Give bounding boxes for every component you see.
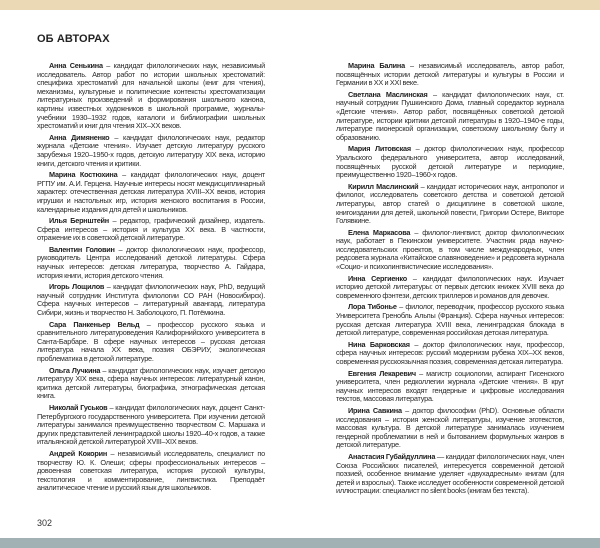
author-name: Ирина Савкина bbox=[348, 405, 402, 415]
author-entry bbox=[37, 321, 265, 364]
author-entry bbox=[37, 246, 265, 280]
author-entry bbox=[37, 450, 265, 493]
author-entry bbox=[37, 134, 265, 168]
author-name: Анна Димяненко bbox=[49, 132, 110, 142]
bottom-page-band bbox=[0, 538, 600, 548]
author-name: Марина Костюхина bbox=[49, 170, 118, 180]
author-bio: – доктор философии (PhD). Основные области исследования – история женской литературы, изучение эготекстов, массовая культура. В детской литературе занималась изучением гендерной проблематики в ней и бытованием формульных жанров в детской литературе. bbox=[336, 405, 564, 450]
author-entry bbox=[336, 229, 564, 272]
top-page-band bbox=[0, 0, 600, 10]
author-bio: – магистр социологии, аспирант Гисенского университета, член редколлегии журнала «Детские чтения». В круг научных интересов входят гендерные и цифровые исследования текстов, массовая литература. bbox=[336, 368, 564, 404]
author-bio: – кандидат филологических наук, изучает детскую литературу XIX века, сфера научных интересов: литературный канон, критика детской литературы, биографика, этнографическая детская книга. bbox=[37, 365, 265, 401]
author-name: Илья Бернштейн bbox=[49, 216, 109, 226]
author-name: Нина Барковская bbox=[348, 339, 410, 349]
author-name: Инна Сергиенко bbox=[348, 273, 407, 283]
author-bio: – независимый исследователь, автор работ, посвящённых истории детской литературы и культуры в России и Германии в XX и XXI веке. bbox=[336, 61, 564, 88]
page-title: ОБ АВТОРАХ bbox=[37, 33, 110, 45]
author-name: Андрей Кокорин bbox=[49, 448, 108, 458]
author-entry bbox=[336, 453, 564, 496]
author-bio: – доктор филологических наук, профессор Уральского федерального университета, автор исследований, посвящённых русской детской литературе и периодике, преимущественно 1920–1960-х годов. bbox=[336, 144, 564, 180]
author-name: Евгения Лекаревич bbox=[348, 368, 416, 378]
author-bio: — кандидат филологических наук, член Союза Российских писателей, интересуется современной детской поэзией, особенное внимание уделяет «двухадресным» книгам (для детей и взрослых). Также исследует особенности современной детской иллюстрации: специалист по silent books (книгам без текста). bbox=[336, 451, 564, 496]
author-entry bbox=[37, 62, 265, 131]
author-bio: – доктор филологических наук, профессор, руководитель Центра исследований детской литературы. Сфера научных интересов: детская литература, творчество А. Гайдара, история книги, история детского чтения. bbox=[37, 244, 265, 280]
author-entry bbox=[336, 370, 564, 404]
author-name: Елена Маркасова bbox=[348, 227, 411, 237]
author-bio: – кандидат филологических наук, редактор журнала «Детские чтения». Изучает детскую литературу русского зарубежья 1920–1950-х годов, детскую литературу XIX века, историю книги, детского чтения и критики. bbox=[37, 132, 266, 168]
author-name: Валентин Головин bbox=[49, 244, 115, 254]
left-column bbox=[37, 62, 265, 496]
author-entry bbox=[336, 183, 564, 226]
author-name: Лора Тибонье bbox=[348, 302, 397, 312]
author-bio: – кандидат филологических наук, доцент Санкт-Петербургского государственного университета. При изучении детской литературы занимался преимущественно творчеством С. Маршака и других представителей ленинградской школы 1920–40-х годов, а также итальянской детской литературой XVIII–XIX веков. bbox=[37, 402, 265, 447]
author-entry bbox=[336, 341, 564, 367]
author-bio: – независимый исследователь, специалист по творчеству Ю. К. Олеши; сферы профессиональных интересов – довоенная советская литература, история русской культуры, текстология и комментирование, лингвистика. Преподаёт аналитическое чтение и русский язык для школьников. bbox=[37, 448, 265, 493]
author-name: Марина Балина bbox=[348, 61, 405, 70]
author-bio: – доктор филологических наук, профессор, сфера научных интересов: русский модернизм рубежа XIX–XX веков, современная русскоязычная поэзия, современная детская литература. bbox=[336, 339, 564, 366]
author-entry bbox=[336, 303, 564, 337]
author-entry bbox=[37, 283, 265, 317]
page-number: 302 bbox=[37, 518, 53, 528]
author-name: Светлана Маслинская bbox=[348, 89, 428, 99]
author-bio: – филолог-лингвист, доктор филологических наук, работает в Пекинском университете. Участник ряда научно-исследовательских проектов, в том числе международных, член редсовета журнала «Китайское славяноведение» и редсовета журнала «Социо- и психолингвистические исследования». bbox=[336, 227, 564, 272]
author-entry bbox=[37, 404, 265, 447]
author-bio: – редактор, графический дизайнер, издатель. Сфера интересов – история и культура XX века. В частности, отражение их в советской детской литературе. bbox=[37, 216, 265, 243]
right-column bbox=[336, 62, 564, 499]
author-name: Анастасия Губайдуллина bbox=[348, 451, 436, 461]
author-name: Сара Панкеньер Вельд bbox=[49, 319, 140, 329]
author-entry bbox=[37, 217, 265, 243]
author-entry bbox=[336, 145, 564, 179]
author-bio: – кандидат филологических наук. Изучает историю детской литературы: от первых детских книжек XVIII века до современного фэнтези, детских триллеров и романов для девочек. bbox=[336, 273, 564, 300]
author-entry bbox=[37, 171, 265, 214]
author-entry bbox=[37, 367, 265, 401]
author-bio: – кандидат филологических наук, независимый исследователь. Автор работ по истории школьных хрестоматий: специфика хрестоматий для начальной школы (книг для чтения), механизмы, культурные и политические контексты хрестоматизации литературных произведений и формирования школьного канона, картины известных художников в школьной программе, журналы-учебники 1930–1932 годов, каталоги и библиографии школьных хрестоматий и книг для чтения XIX–XX веков. bbox=[37, 61, 265, 131]
author-name: Мария Литовская bbox=[348, 144, 411, 154]
author-bio: – кандидат исторических наук, антрополог и филолог, исследователь советского детства и советской детской литературы, автор статей о дисциплине в советской школе, книгоиздании для детей, школьной повести, Григории Остере, Викторе Голявкине. bbox=[336, 181, 564, 226]
author-bio: – кандидат филологических наук, PhD, ведущий научный сотрудник Института филологии СО РАН (Новосибирск). Сфера научных интересов – литературный авангард, литература Сибири, жизнь и творчество Н. Заболоцкого, П. Потёмкина. bbox=[37, 282, 265, 318]
author-bio: – кандидат филологических наук, доцент РГПУ им. А.И. Герцена. Научные интересы носят междисциплинарный характер: отечественная детская литература XVIII–XX веков, история игрушки и настольных игр, история женского воспитания в России, календарные издания для детей и школьников. bbox=[37, 170, 265, 214]
author-bio: – профессор русского языка и сравнительного литературоведения Калифорнийского университета в Санта-Барбаре. В сфере научных интересов – русская детская литература начала XX века, поэзия ОБЭРИУ, экологическая проблематика в детской литературе. bbox=[37, 319, 265, 363]
author-name: Игорь Лощилов bbox=[49, 282, 105, 292]
author-name: Ольга Лучкина bbox=[49, 365, 101, 375]
author-entry bbox=[336, 275, 564, 301]
author-name: Николай Гуськов bbox=[49, 402, 108, 412]
author-entry bbox=[336, 62, 564, 88]
author-bio: – кандидат филологических наук, ст. научный сотрудник Пушкинского Дома, главный соредактор журнала «Детские чтения». Автор работ, посвящённых советской детской литературе, истории критики детской литературы в 1920–1940-е годы, литературе пионерской организации, советскому школьному быту и образованию. bbox=[336, 89, 564, 142]
author-name: Кирилл Маслинский bbox=[348, 181, 419, 191]
author-bio: – филолог, переводчик, профессор русского языка Университета Гренобль Альпы (Франция). Сфера научных интересов: русская детская литература XVIII века, ленинградская блокада в детской литературе, современная российская детская литература. bbox=[336, 302, 564, 338]
author-entry bbox=[336, 91, 564, 143]
author-name: Анна Сенькина bbox=[49, 61, 103, 70]
author-entry bbox=[336, 407, 564, 450]
